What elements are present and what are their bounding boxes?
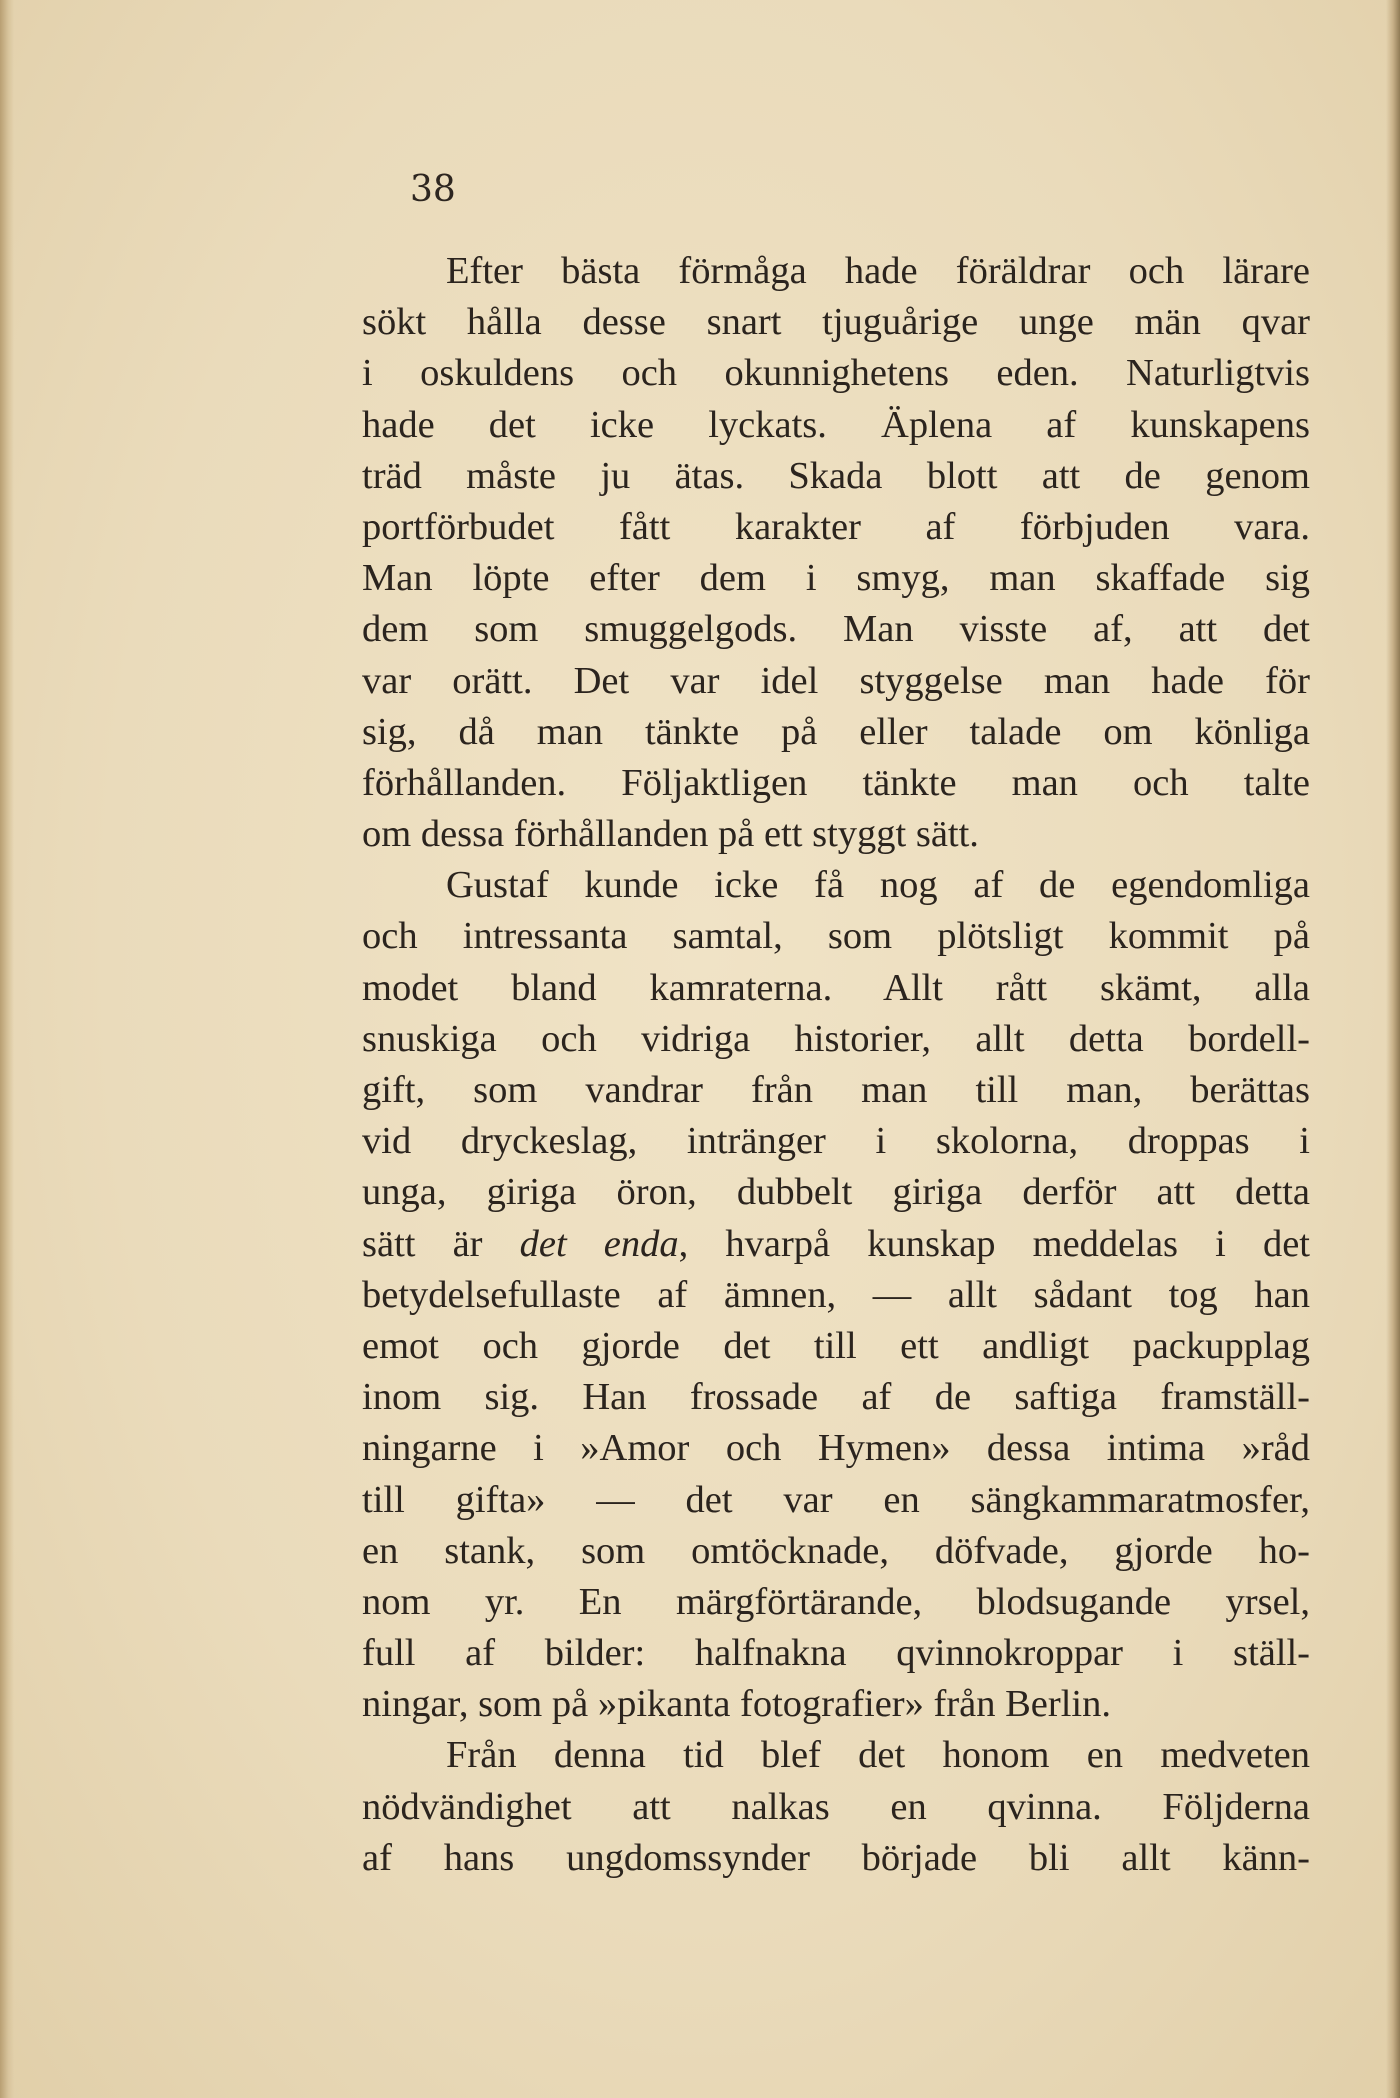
text-line: dem som smuggelgods. Man visste af, att det	[362, 608, 1310, 651]
text-line: vid dryckeslag, intränger i skolorna, droppas i	[362, 1120, 1310, 1163]
text-segment: , hvarpå kunskap meddelas i det	[678, 1222, 1310, 1265]
text-line: och intressanta samtal, som plötsligt kommit på	[362, 915, 1310, 958]
text-line: hade det icke lyckats. Äplena af kunskapens	[362, 403, 1310, 446]
text-line: af hans ungdomssynder började bli allt känn-	[362, 1836, 1310, 1879]
text-line: träd måste ju ätas. Skada blott att de genom	[362, 454, 1310, 497]
text-line: var orätt. Det var idel styggelse man hade för	[362, 659, 1310, 702]
page-right-edge	[1386, 0, 1400, 2098]
text-line: ningarne i »Amor och Hymen» dessa intima »råd	[362, 1427, 1310, 1470]
text-line: betydelsefullaste af ämnen, — allt sådant tog han	[362, 1273, 1310, 1316]
text-line: nödvändighet att nalkas en qvinna. Följderna	[362, 1785, 1310, 1828]
text-line: till gifta» — det var en sängkammaratmosfer,	[362, 1478, 1310, 1521]
text-segment: sätt är	[362, 1222, 520, 1265]
text-line: Gustaf kunde icke få nog af de egendomliga	[446, 864, 1310, 907]
text-line	[362, 1219, 1310, 1270]
text-line: full af bilder: halfnakna qvinnokroppar i ställ-	[362, 1632, 1310, 1675]
body-text	[362, 246, 1310, 1884]
text-line: unga, giriga öron, dubbelt giriga derför att detta	[362, 1171, 1310, 1214]
text-line: Efter bästa förmåga hade föräldrar och lärare	[446, 250, 1310, 292]
text-line: en stank, som omtöcknade, döfvade, gjorde ho-	[362, 1529, 1310, 1572]
italic-emphasis: det enda	[519, 1222, 679, 1265]
text-line: emot och gjorde det till ett andligt packupplag	[362, 1324, 1310, 1367]
text-line: snuskiga och vidriga historier, allt detta bordell-	[362, 1017, 1310, 1060]
text-line: förhållanden. Följaktligen tänkte man och talte	[362, 761, 1310, 804]
text-line: modet bland kamraterna. Allt rått skämt, alla	[362, 966, 1310, 1009]
text-line: inom sig. Han frossade af de saftiga framställ-	[362, 1376, 1310, 1419]
page-left-edge	[0, 0, 14, 2098]
text-line: gift, som vandrar från man till man, berättas	[362, 1069, 1310, 1111]
text-line: portförbudet fått karakter af förbjuden vara.	[362, 505, 1310, 548]
page-number: 38	[410, 169, 456, 210]
text-line: i oskuldens och okunnighetens eden. Naturligtvis	[362, 352, 1310, 395]
text-line: Från denna tid blef det honom en medveten	[446, 1734, 1310, 1777]
text-line: ningar, som på »pikanta fotografier» från Berlin.	[362, 1683, 1111, 1726]
text-line: om dessa förhållanden på ett styggt sätt.	[362, 813, 979, 856]
text-line: Man löpte efter dem i smyg, man skaffade sig	[362, 557, 1310, 600]
text-line: nom yr. En märgförtärande, blodsugande yrsel,	[362, 1580, 1310, 1623]
text-line: sig, då man tänkte på eller talade om könliga	[362, 710, 1310, 753]
text-line: sökt hålla desse snart tjuguårige unge män qvar	[362, 301, 1310, 344]
